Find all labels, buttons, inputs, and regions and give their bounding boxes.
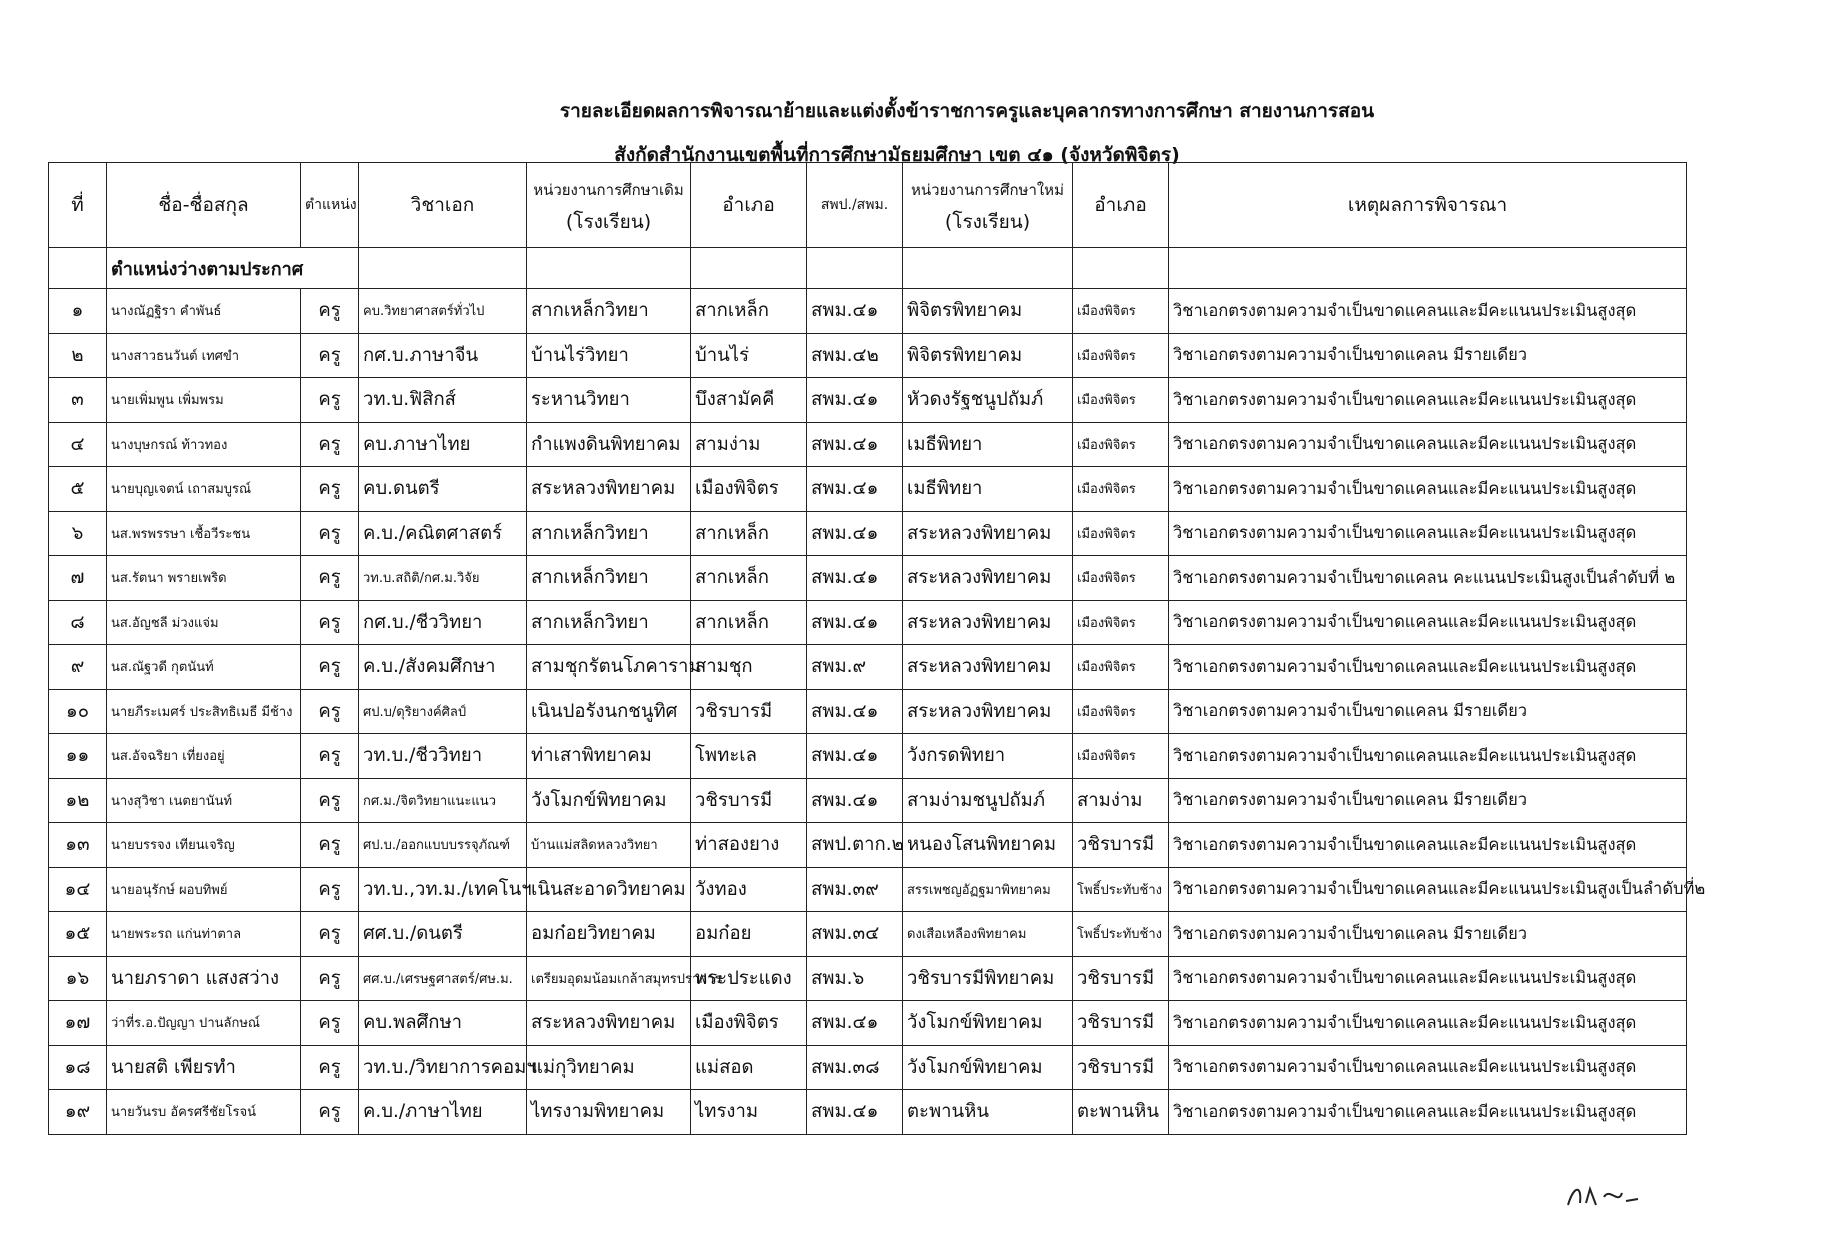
row-new-school: สระหลวงพิทยาคม bbox=[903, 689, 1073, 734]
table-header bbox=[49, 163, 1687, 248]
row-position: ครู bbox=[301, 689, 359, 734]
row-new-school: เมธีพิทยา bbox=[903, 467, 1073, 512]
row-office: สพม.๔๑ bbox=[807, 378, 903, 423]
table-row bbox=[49, 511, 1687, 556]
row-district: บ้านไร่ bbox=[691, 333, 807, 378]
row-new-district: โพธิ์ประทับช้าง bbox=[1073, 867, 1169, 912]
table-row bbox=[49, 1045, 1687, 1090]
row-number: ๖ bbox=[49, 511, 107, 556]
document-title: รายละเอียดผลการพิจารณาย้ายและแต่งตั้งข้าราชการครูและบุคลากรทางการศึกษา สายงานการสอน bbox=[559, 100, 1375, 122]
row-number: ๑๒ bbox=[49, 778, 107, 823]
row-position: ครู bbox=[301, 645, 359, 690]
row-position: ครู bbox=[301, 467, 359, 512]
row-number: ๗ bbox=[49, 556, 107, 601]
row-new-school: หนองโสนพิทยาคม bbox=[903, 823, 1073, 868]
row-new-district: เมืองพิจิตร bbox=[1073, 600, 1169, 645]
row-reason: วิชาเอกตรงตามความจำเป็นขาดแคลนและมีคะแนนประเมินสูงสุด bbox=[1169, 422, 1687, 467]
row-name: นายสติ เพียรทำ bbox=[107, 1045, 301, 1090]
row-reason: วิชาเอกตรงตามความจำเป็นขาดแคลน มีรายเดียว bbox=[1169, 333, 1687, 378]
row-number: ๑๕ bbox=[49, 912, 107, 957]
row-new-school: ดงเสือเหลืองพิทยาคม bbox=[903, 912, 1073, 957]
row-reason: วิชาเอกตรงตามความจำเป็นขาดแคลนและมีคะแนนประเมินสูงสุด bbox=[1169, 823, 1687, 868]
table-row bbox=[49, 912, 1687, 957]
row-number: ๕ bbox=[49, 467, 107, 512]
row-major: ค.บ./คณิตศาสตร์ bbox=[359, 511, 527, 556]
row-reason: วิชาเอกตรงตามความจำเป็นขาดแคลนและมีคะแนนประเมินสูงสุด bbox=[1169, 1090, 1687, 1135]
row-name: นส.พรพรรษา เชื้อวีระชน bbox=[107, 511, 301, 556]
table-row bbox=[49, 867, 1687, 912]
row-old-school: เนินสะอาดวิทยาคม bbox=[527, 867, 691, 912]
row-major: ศศ.บ./เศรษฐศาสตร์/ศษ.ม. bbox=[359, 956, 527, 1001]
row-new-school: สระหลวงพิทยาคม bbox=[903, 511, 1073, 556]
header-reason: เหตุผลการพิจารณา bbox=[1169, 163, 1687, 248]
table-row bbox=[49, 823, 1687, 868]
row-old-school: ระหานวิทยา bbox=[527, 378, 691, 423]
row-major: ค.บ./ภาษาไทย bbox=[359, 1090, 527, 1135]
row-new-school: สระหลวงพิทยาคม bbox=[903, 556, 1073, 601]
row-office: สพม.๔๑ bbox=[807, 422, 903, 467]
header-new-unit bbox=[903, 163, 1073, 248]
table-row bbox=[49, 422, 1687, 467]
row-new-district: วชิรบารมี bbox=[1073, 1001, 1169, 1046]
table-row bbox=[49, 956, 1687, 1001]
row-major: วท.บ.สถิติ/กศ.ม.วิจัย bbox=[359, 556, 527, 601]
row-name: นายอนุรักษ์ ผอบทิพย์ bbox=[107, 867, 301, 912]
row-old-school: เนินปอรังนกชนูทิศ bbox=[527, 689, 691, 734]
table-row bbox=[49, 333, 1687, 378]
row-office: สพม.๔๑ bbox=[807, 1090, 903, 1135]
row-office: สพม.๓๙ bbox=[807, 867, 903, 912]
row-position: ครู bbox=[301, 1001, 359, 1046]
row-name: นายพระรถ แก่นท่าตาล bbox=[107, 912, 301, 957]
row-major: ศป.บ/ดุริยางค์ศิลป์ bbox=[359, 689, 527, 734]
row-major: ศป.บ./ออกแบบบรรจุภัณฑ์ bbox=[359, 823, 527, 868]
row-office: สพป.ตาก.๒ bbox=[807, 823, 903, 868]
row-old-school: สามชุกรัตนโภคาราม bbox=[527, 645, 691, 690]
row-major: วท.บ.ฟิสิกส์ bbox=[359, 378, 527, 423]
table-row bbox=[49, 556, 1687, 601]
row-new-school: วังกรดพิทยา bbox=[903, 734, 1073, 779]
row-position: ครู bbox=[301, 823, 359, 868]
table-row bbox=[49, 1001, 1687, 1046]
row-major: วท.บ./ชีววิทยา bbox=[359, 734, 527, 779]
row-district: สามชุก bbox=[691, 645, 807, 690]
table-row bbox=[49, 1090, 1687, 1135]
row-name: นายเพิ่มพูน เพิ่มพรม bbox=[107, 378, 301, 423]
row-office: สพม.๔๑ bbox=[807, 556, 903, 601]
row-old-school: สากเหล็กวิทยา bbox=[527, 600, 691, 645]
row-new-district: เมืองพิจิตร bbox=[1073, 289, 1169, 334]
row-new-school: สามง่ามชนูปถัมภ์ bbox=[903, 778, 1073, 823]
row-position: ครู bbox=[301, 289, 359, 334]
row-number: ๙ bbox=[49, 645, 107, 690]
row-name: นายบรรจง เทียนเจริญ bbox=[107, 823, 301, 868]
row-new-school: สระหลวงพิทยาคม bbox=[903, 600, 1073, 645]
section-label: ตำแหน่งว่างตามประกาศ bbox=[107, 248, 359, 289]
row-major: คบ.วิทยาศาสตร์ทั่วไป bbox=[359, 289, 527, 334]
row-new-school: วังโมกข์พิทยาคม bbox=[903, 1045, 1073, 1090]
row-new-district: เมืองพิจิตร bbox=[1073, 689, 1169, 734]
row-office: สพม.๔๑ bbox=[807, 511, 903, 556]
table-row bbox=[49, 467, 1687, 512]
row-name: นส.รัตนา พรายเพริด bbox=[107, 556, 301, 601]
table-row bbox=[49, 689, 1687, 734]
row-new-district: วชิรบารมี bbox=[1073, 823, 1169, 868]
row-old-school: อมก๋อยวิทยาคม bbox=[527, 912, 691, 957]
row-position: ครู bbox=[301, 1045, 359, 1090]
row-reason: วิชาเอกตรงตามความจำเป็นขาดแคลนและมีคะแนนประเมินสูงสุด bbox=[1169, 734, 1687, 779]
table-row bbox=[49, 289, 1687, 334]
row-number: ๑๖ bbox=[49, 956, 107, 1001]
row-major: วท.บ.,วท.ม./เทคโนฯ bbox=[359, 867, 527, 912]
row-reason: วิชาเอกตรงตามความจำเป็นขาดแคลน มีรายเดียว bbox=[1169, 689, 1687, 734]
row-new-district: โพธิ์ประทับช้าง bbox=[1073, 912, 1169, 957]
row-office: สพม.๖ bbox=[807, 956, 903, 1001]
row-position: ครู bbox=[301, 734, 359, 779]
row-office: สพม.๔๑ bbox=[807, 689, 903, 734]
row-reason: วิชาเอกตรงตามความจำเป็นขาดแคลนและมีคะแนนประเมินสูงสุด bbox=[1169, 956, 1687, 1001]
table-row bbox=[49, 734, 1687, 779]
row-old-school: สระหลวงพิทยาคม bbox=[527, 467, 691, 512]
row-new-district: เมืองพิจิตร bbox=[1073, 422, 1169, 467]
row-new-district: วชิรบารมี bbox=[1073, 956, 1169, 1001]
row-old-school: วังโมกข์พิทยาคม bbox=[527, 778, 691, 823]
row-reason: วิชาเอกตรงตามความจำเป็นขาดแคลน คะแนนประเมินสูงเป็นลำดับที่ ๒ bbox=[1169, 556, 1687, 601]
row-major: ค.บ./สังคมศึกษา bbox=[359, 645, 527, 690]
header-district: อำเภอ bbox=[691, 163, 807, 248]
header-major: วิชาเอก bbox=[359, 163, 527, 248]
row-major: กศ.ม./จิตวิทยาแนะแนว bbox=[359, 778, 527, 823]
row-number: ๑๗ bbox=[49, 1001, 107, 1046]
row-district: สากเหล็ก bbox=[691, 289, 807, 334]
row-number: ๓ bbox=[49, 378, 107, 423]
table-row bbox=[49, 778, 1687, 823]
row-number: ๑๓ bbox=[49, 823, 107, 868]
row-office: สพม.๓๔ bbox=[807, 912, 903, 957]
row-district: ท่าสองยาง bbox=[691, 823, 807, 868]
results-table bbox=[48, 162, 1706, 1135]
header-old-unit-line2: (โรงเรียน) bbox=[565, 211, 652, 233]
row-old-school: สากเหล็กวิทยา bbox=[527, 289, 691, 334]
row-district: เมืองพิจิตร bbox=[691, 467, 807, 512]
row-new-district: วชิรบารมี bbox=[1073, 1045, 1169, 1090]
row-number: ๑๘ bbox=[49, 1045, 107, 1090]
header-position: ตำแหน่ง bbox=[301, 163, 359, 248]
row-name: นายบุญเจตน์ เถาสมบูรณ์ bbox=[107, 467, 301, 512]
row-old-school: กำแพงดินพิทยาคม bbox=[527, 422, 691, 467]
row-new-district: เมืองพิจิตร bbox=[1073, 556, 1169, 601]
row-name: นางณัฏฐิรา คำพันธ์ bbox=[107, 289, 301, 334]
header-office: สพป./สพม. bbox=[807, 163, 903, 248]
row-name: นางสุวิชา เนตยานันท์ bbox=[107, 778, 301, 823]
row-new-school: วชิรบารมีพิทยาคม bbox=[903, 956, 1073, 1001]
row-new-school: เมธีพิทยา bbox=[903, 422, 1073, 467]
header-name: ชื่อ-ชื่อสกุล bbox=[107, 163, 301, 248]
row-number: ๑๑ bbox=[49, 734, 107, 779]
row-new-district: เมืองพิจิตร bbox=[1073, 467, 1169, 512]
row-office: สพม.๔๒ bbox=[807, 333, 903, 378]
row-old-school: ท่าเสาพิทยาคม bbox=[527, 734, 691, 779]
row-new-district: เมืองพิจิตร bbox=[1073, 734, 1169, 779]
row-reason: วิชาเอกตรงตามความจำเป็นขาดแคลน มีรายเดียว bbox=[1169, 912, 1687, 957]
row-district: โพทะเล bbox=[691, 734, 807, 779]
row-reason: วิชาเอกตรงตามความจำเป็นขาดแคลนและมีคะแนนประเมินสูงสุด bbox=[1169, 289, 1687, 334]
row-position: ครู bbox=[301, 333, 359, 378]
row-new-district: สามง่าม bbox=[1073, 778, 1169, 823]
row-number: ๑๐ bbox=[49, 689, 107, 734]
row-name: นส.อัญชลี ม่วงแจ่ม bbox=[107, 600, 301, 645]
row-new-district: เมืองพิจิตร bbox=[1073, 378, 1169, 423]
row-major: คบ.ดนตรี bbox=[359, 467, 527, 512]
header-new-district: อำเภอ bbox=[1073, 163, 1169, 248]
row-office: สพม.๔๑ bbox=[807, 778, 903, 823]
row-new-district: เมืองพิจิตร bbox=[1073, 645, 1169, 690]
row-office: สพม.๔๑ bbox=[807, 600, 903, 645]
header-new-unit-line2: (โรงเรียน) bbox=[944, 211, 1031, 233]
row-district: สากเหล็ก bbox=[691, 511, 807, 556]
row-position: ครู bbox=[301, 600, 359, 645]
row-reason: วิชาเอกตรงตามความจำเป็นขาดแคลนและมีคะแนนประเมินสูงสุด bbox=[1169, 378, 1687, 423]
row-number: ๑๙ bbox=[49, 1090, 107, 1135]
row-reason: วิชาเอกตรงตามความจำเป็นขาดแคลนและมีคะแนนประเมินสูงสุด bbox=[1169, 1001, 1687, 1046]
row-district: บึงสามัคคี bbox=[691, 378, 807, 423]
header-old-unit-line1: หน่วยงานการศึกษาเดิม bbox=[533, 181, 684, 199]
row-position: ครู bbox=[301, 867, 359, 912]
row-district: พระประแดง bbox=[691, 956, 807, 1001]
row-major: คบ.ภาษาไทย bbox=[359, 422, 527, 467]
row-new-school: สรรเพชญอัฏฐมาพิทยาคม bbox=[903, 867, 1073, 912]
row-new-school: พิจิตรพิทยาคม bbox=[903, 333, 1073, 378]
row-position: ครู bbox=[301, 422, 359, 467]
row-reason: วิชาเอกตรงตามความจำเป็นขาดแคลน มีรายเดียว bbox=[1169, 778, 1687, 823]
row-number: ๑ bbox=[49, 289, 107, 334]
section-row bbox=[49, 248, 1687, 289]
row-name: ว่าที่ร.อ.ปัญญา ปานลักษณ์ bbox=[107, 1001, 301, 1046]
row-reason: วิชาเอกตรงตามความจำเป็นขาดแคลนและมีคะแนนประเมินสูงสุด bbox=[1169, 511, 1687, 556]
signature-mark bbox=[1560, 1175, 1680, 1215]
row-district: วชิรบารมี bbox=[691, 778, 807, 823]
row-position: ครู bbox=[301, 778, 359, 823]
row-new-district: ตะพานหิน bbox=[1073, 1090, 1169, 1135]
row-position: ครู bbox=[301, 378, 359, 423]
row-major: กศ.บ./ชีววิทยา bbox=[359, 600, 527, 645]
row-old-school: สระหลวงพิทยาคม bbox=[527, 1001, 691, 1046]
header-old-unit bbox=[527, 163, 691, 248]
row-district: ไทรงาม bbox=[691, 1090, 807, 1135]
row-old-school: สากเหล็กวิทยา bbox=[527, 556, 691, 601]
row-office: สพม.๔๑ bbox=[807, 289, 903, 334]
row-name: นส.อัจฉริยา เที่ยงอยู่ bbox=[107, 734, 301, 779]
row-reason: วิชาเอกตรงตามความจำเป็นขาดแคลนและมีคะแนนประเมินสูงสุด bbox=[1169, 1045, 1687, 1090]
row-office: สพม.๔๑ bbox=[807, 467, 903, 512]
row-district: สามง่าม bbox=[691, 422, 807, 467]
row-position: ครู bbox=[301, 912, 359, 957]
row-major: คบ.พลศึกษา bbox=[359, 1001, 527, 1046]
row-old-school: เตรียมอุดมน้อมเกล้าสมุทรปราการ bbox=[527, 956, 691, 1001]
row-position: ครู bbox=[301, 556, 359, 601]
table-row bbox=[49, 600, 1687, 645]
row-new-school: วังโมกข์พิทยาคม bbox=[903, 1001, 1073, 1046]
row-position: ครู bbox=[301, 956, 359, 1001]
row-reason: วิชาเอกตรงตามความจำเป็นขาดแคลนและมีคะแนนประเมินสูงสุด bbox=[1169, 645, 1687, 690]
row-old-school: บ้านไร่วิทยา bbox=[527, 333, 691, 378]
row-number: ๒ bbox=[49, 333, 107, 378]
header-new-unit-line1: หน่วยงานการศึกษาใหม่ bbox=[911, 181, 1064, 199]
row-new-district: เมืองพิจิตร bbox=[1073, 333, 1169, 378]
row-major: ศศ.บ./ดนตรี bbox=[359, 912, 527, 957]
row-reason: วิชาเอกตรงตามความจำเป็นขาดแคลนและมีคะแนนประเมินสูงเป็นลำดับที่๒ bbox=[1169, 867, 1687, 912]
row-position: ครู bbox=[301, 511, 359, 556]
row-number: ๔ bbox=[49, 422, 107, 467]
row-old-school: ไทรงามพิทยาคม bbox=[527, 1090, 691, 1135]
table-row bbox=[49, 378, 1687, 423]
row-new-district: เมืองพิจิตร bbox=[1073, 511, 1169, 556]
row-number: ๘ bbox=[49, 600, 107, 645]
row-new-school: หัวดงรัฐชนูปถัมภ์ bbox=[903, 378, 1073, 423]
row-old-school: แม่กุวิทยาคม bbox=[527, 1045, 691, 1090]
row-office: สพม.๙ bbox=[807, 645, 903, 690]
row-district: วังทอง bbox=[691, 867, 807, 912]
row-reason: วิชาเอกตรงตามความจำเป็นขาดแคลนและมีคะแนนประเมินสูงสุด bbox=[1169, 467, 1687, 512]
row-district: สากเหล็ก bbox=[691, 556, 807, 601]
row-major: วท.บ./วิทยาการคอมฯ bbox=[359, 1045, 527, 1090]
row-old-school: บ้านแม่สลิดหลวงวิทยา bbox=[527, 823, 691, 868]
row-office: สพม.๔๑ bbox=[807, 1001, 903, 1046]
row-name: นายภีระเมศร์ ประสิทธิเมธี มีช้าง bbox=[107, 689, 301, 734]
row-name: นส.ณัฐวดี กุตนันท์ bbox=[107, 645, 301, 690]
row-position: ครู bbox=[301, 1090, 359, 1135]
row-new-school: สระหลวงพิทยาคม bbox=[903, 645, 1073, 690]
row-district: เมืองพิจิตร bbox=[691, 1001, 807, 1046]
row-old-school: สากเหล็กวิทยา bbox=[527, 511, 691, 556]
row-office: สพม.๔๑ bbox=[807, 734, 903, 779]
row-new-school: พิจิตรพิทยาคม bbox=[903, 289, 1073, 334]
row-reason: วิชาเอกตรงตามความจำเป็นขาดแคลนและมีคะแนนประเมินสูงสุด bbox=[1169, 600, 1687, 645]
row-number: ๑๔ bbox=[49, 867, 107, 912]
row-district: แม่สอด bbox=[691, 1045, 807, 1090]
row-name: นางสาวธนวันต์ เทศขำ bbox=[107, 333, 301, 378]
row-name: นายภราดา แสงสว่าง bbox=[107, 956, 301, 1001]
row-major: กศ.บ.ภาษาจีน bbox=[359, 333, 527, 378]
row-district: สากเหล็ก bbox=[691, 600, 807, 645]
header-no: ที่ bbox=[49, 163, 107, 248]
row-district: วชิรบารมี bbox=[691, 689, 807, 734]
row-name: นายวันรบ อัครศรีชัยโรจน์ bbox=[107, 1090, 301, 1135]
row-district: อมก๋อย bbox=[691, 912, 807, 957]
row-office: สพม.๓๘ bbox=[807, 1045, 903, 1090]
table-row bbox=[49, 645, 1687, 690]
row-name: นางบุษกรณ์ ท้าวทอง bbox=[107, 422, 301, 467]
document-subtitle: สังกัดสำนักงานเขตพื้นที่การศึกษามัธยมศึกษา เขต ๔๑ (จังหวัดพิจิตร) bbox=[614, 144, 1180, 166]
row-new-school: ตะพานหิน bbox=[903, 1090, 1073, 1135]
